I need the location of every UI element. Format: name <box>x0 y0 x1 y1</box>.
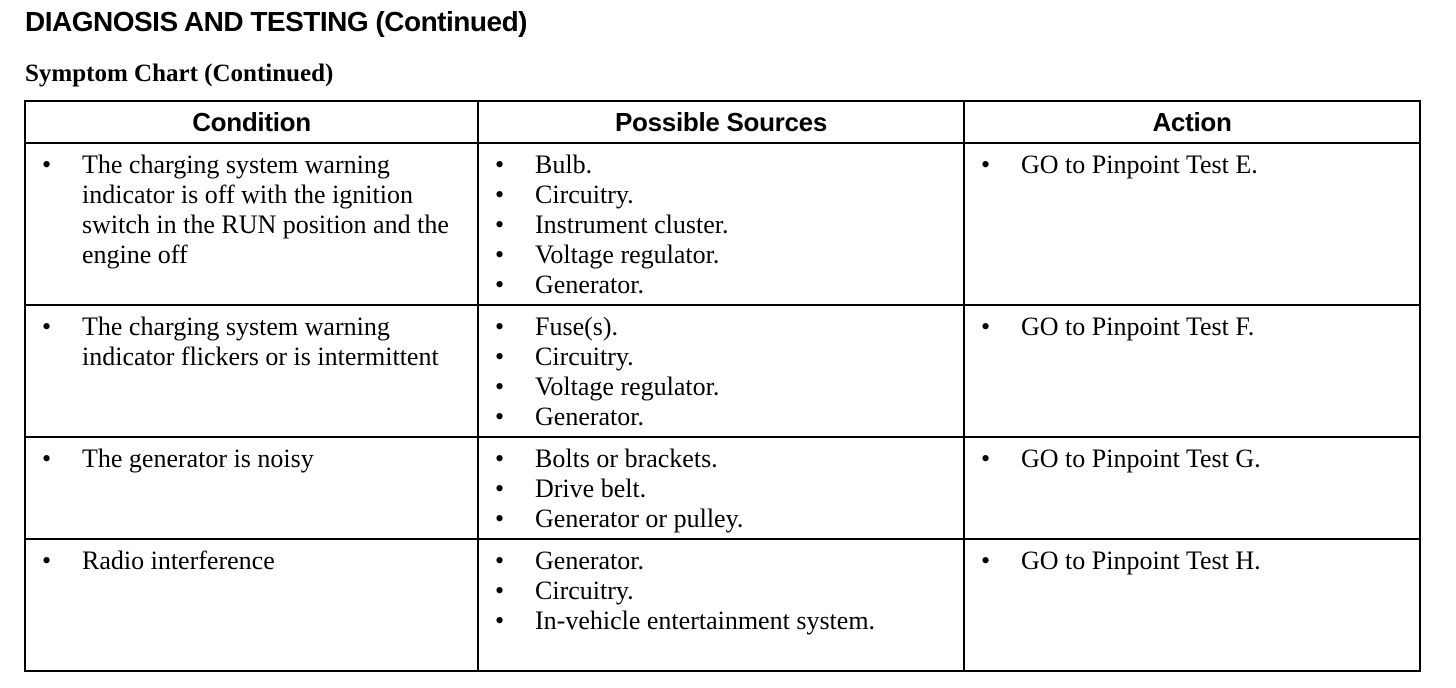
bullet-icon: • <box>495 210 505 239</box>
source-text: Instrument cluster. <box>535 210 729 239</box>
bullet-icon: • <box>981 312 991 341</box>
table-row <box>25 143 1420 305</box>
list-item <box>479 180 963 210</box>
column-header-condition: Condition <box>25 101 478 143</box>
source-text: Circuitry. <box>535 342 634 371</box>
bullet-icon: • <box>42 150 52 179</box>
list-item <box>26 546 477 576</box>
action-text: GO to Pinpoint Test H. <box>1021 546 1261 575</box>
bullet-icon: • <box>981 150 991 179</box>
sources-cell <box>478 539 964 671</box>
table-header-row <box>25 101 1420 143</box>
list-item <box>479 402 963 432</box>
source-text: Generator. <box>535 270 645 299</box>
column-header-action: Action <box>964 101 1420 143</box>
bullet-icon: • <box>495 342 505 371</box>
sources-cell <box>478 143 964 305</box>
condition-cell <box>25 539 478 671</box>
column-header-possible-sources: Possible Sources <box>478 101 964 143</box>
condition-cell <box>25 305 478 437</box>
sources-cell <box>478 437 964 539</box>
list-item <box>965 444 1419 474</box>
list-item <box>479 150 963 180</box>
bullet-icon: • <box>42 312 52 341</box>
bullet-icon: • <box>495 372 505 401</box>
list-item <box>965 312 1419 342</box>
list-item <box>479 576 963 606</box>
source-text: Circuitry. <box>535 576 634 605</box>
action-text: GO to Pinpoint Test E. <box>1021 150 1258 179</box>
action-cell <box>964 437 1420 539</box>
source-text: Generator. <box>535 546 645 575</box>
list-item <box>479 444 963 474</box>
list-item <box>479 546 963 576</box>
condition-cell <box>25 437 478 539</box>
action-cell <box>964 305 1420 437</box>
table-row <box>25 437 1420 539</box>
list-item <box>479 372 963 402</box>
bullet-icon: • <box>495 504 505 533</box>
symptom-chart-table <box>24 100 1421 672</box>
list-item <box>965 546 1419 576</box>
list-item <box>965 150 1419 180</box>
action-cell <box>964 143 1420 305</box>
list-item <box>479 210 963 240</box>
bullet-icon: • <box>495 180 505 209</box>
source-text: Circuitry. <box>535 180 634 209</box>
list-item <box>479 270 963 300</box>
bullet-icon: • <box>42 444 52 473</box>
action-text: GO to Pinpoint Test F. <box>1021 312 1255 341</box>
bullet-icon: • <box>495 402 505 431</box>
section-subtitle: Symptom Chart (Continued) <box>25 60 334 87</box>
bullet-icon: • <box>495 474 505 503</box>
source-text: Bolts or brackets. <box>535 444 718 473</box>
list-item <box>479 312 963 342</box>
list-item <box>479 342 963 372</box>
bullet-icon: • <box>495 546 505 575</box>
condition-text: The generator is noisy <box>82 444 314 473</box>
condition-text: The charging system warning indicator flickers or is intermittent <box>82 312 439 371</box>
bullet-icon: • <box>495 444 505 473</box>
list-item <box>479 474 963 504</box>
bullet-icon: • <box>981 546 991 575</box>
bullet-icon: • <box>981 444 991 473</box>
bullet-icon: • <box>495 270 505 299</box>
list-item <box>479 504 963 534</box>
table-row <box>25 305 1420 437</box>
bullet-icon: • <box>495 150 505 179</box>
list-item <box>479 606 963 636</box>
bullet-icon: • <box>495 576 505 605</box>
list-item <box>26 312 477 372</box>
sources-cell <box>478 305 964 437</box>
source-text: Voltage regulator. <box>535 372 720 401</box>
list-item <box>26 150 477 270</box>
source-text: Generator. <box>535 402 645 431</box>
condition-text: The charging system warning indicator is off with the ignition switch in the RUN position and the engine off <box>82 150 449 269</box>
condition-cell <box>25 143 478 305</box>
bullet-icon: • <box>42 546 52 575</box>
action-cell <box>964 539 1420 671</box>
source-text: In-vehicle entertainment system. <box>535 606 876 635</box>
page-title: DIAGNOSIS AND TESTING (Continued) <box>25 6 527 37</box>
source-text: Voltage regulator. <box>535 240 720 269</box>
list-item <box>26 444 477 474</box>
table-row <box>25 539 1420 671</box>
source-text: Fuse(s). <box>535 312 619 341</box>
bullet-icon: • <box>495 606 505 635</box>
source-text: Generator or pulley. <box>535 504 744 533</box>
action-text: GO to Pinpoint Test G. <box>1021 444 1261 473</box>
list-item <box>479 240 963 270</box>
condition-text: Radio interference <box>82 546 275 575</box>
bullet-icon: • <box>495 240 505 269</box>
source-text: Bulb. <box>535 150 593 179</box>
bullet-icon: • <box>495 312 505 341</box>
source-text: Drive belt. <box>535 474 647 503</box>
